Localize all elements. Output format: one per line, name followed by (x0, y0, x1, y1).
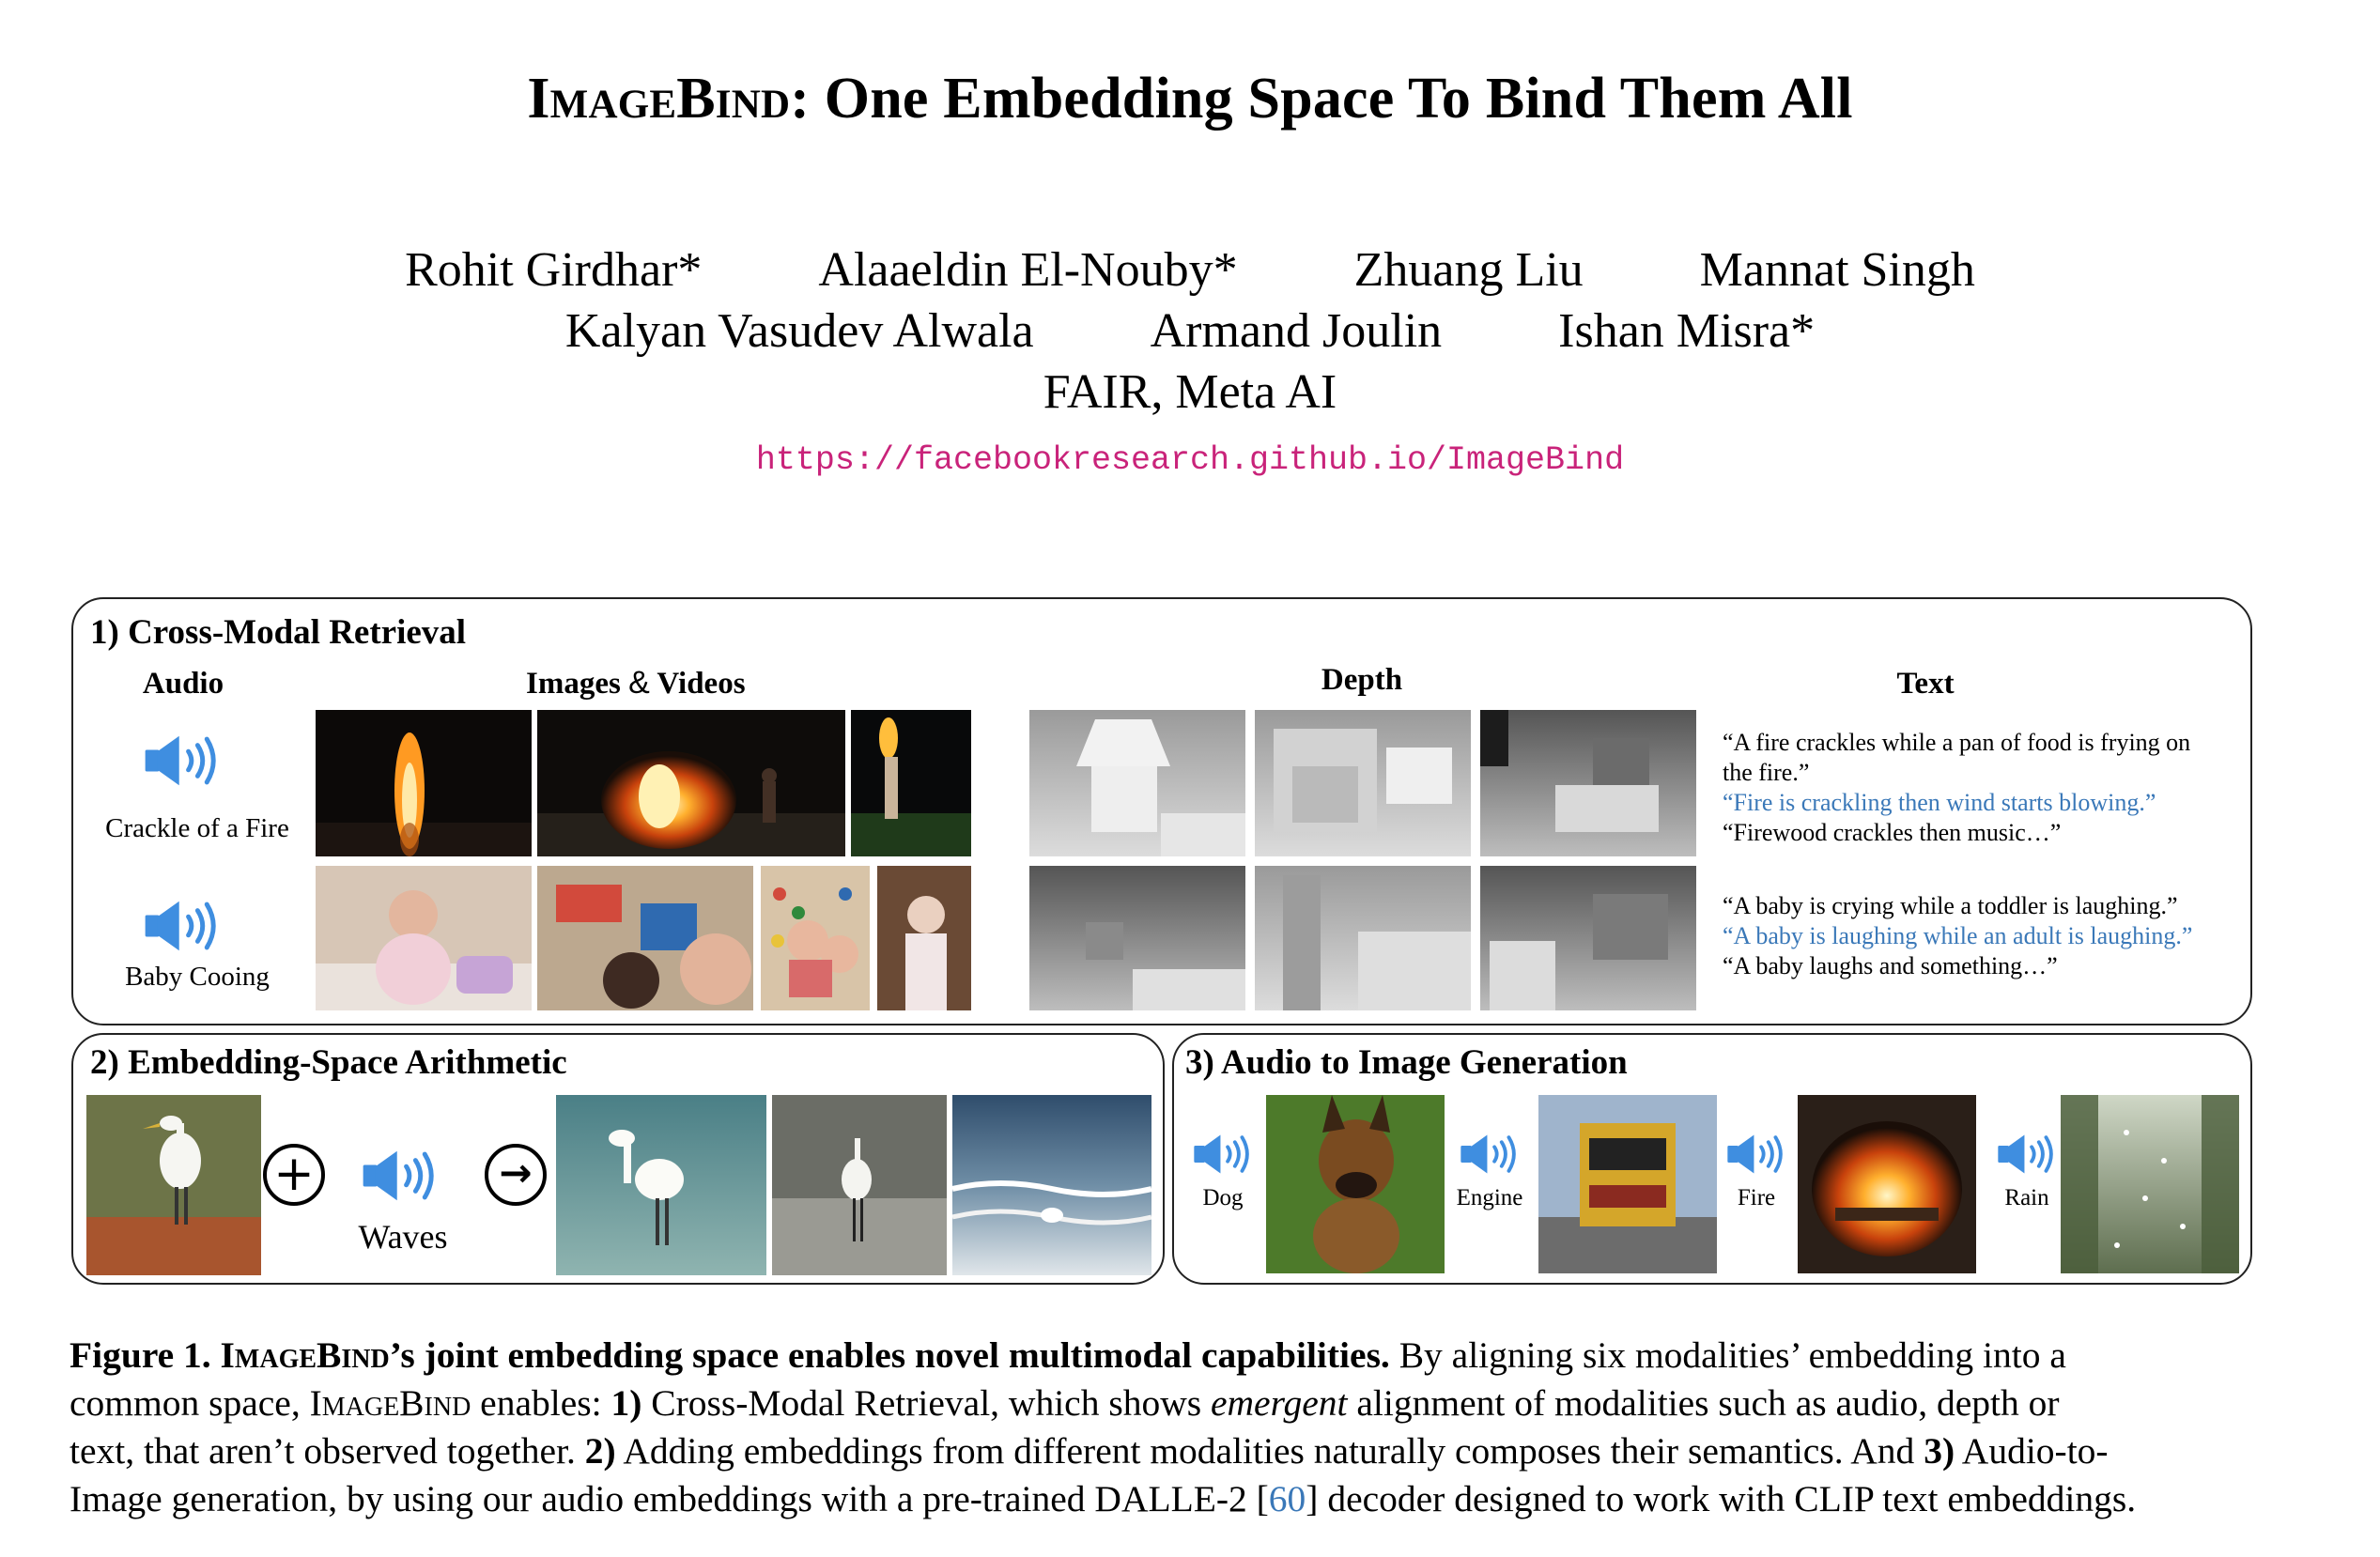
baby-image (537, 866, 753, 1010)
caption-line (70, 1427, 2256, 1475)
caption-text: By aligning six modalities’ embedding into a (1389, 1334, 2066, 1376)
panel-title: 3) Audio to Image Generation (1185, 1043, 1628, 1082)
audio-label-rain: Rain (2004, 1185, 2049, 1210)
caption-line (70, 1475, 2256, 1523)
caption-text: ] decoder designed to work with CLIP text embeddings. (1306, 1478, 2137, 1519)
retrieved-caption-highlight: “Fire is crackling then wind starts blowing.” (1723, 789, 2156, 816)
plus-operator-icon: + (263, 1144, 325, 1206)
baby-image (761, 866, 870, 1010)
fire-image (316, 710, 532, 856)
audio-label-engine: Engine (1456, 1185, 1523, 1210)
affiliation: FAIR, Meta AI (1043, 365, 1337, 419)
depth-map (1255, 710, 1471, 856)
caption-text: alignment of modalities such as audio, depth or (1347, 1382, 2060, 1424)
retrieved-caption: “A baby is crying while a toddler is laughing.” (1723, 892, 2178, 919)
author-row-2 (0, 303, 2380, 359)
fire-video-frame (851, 710, 971, 856)
author: Ishan Misra* (1558, 304, 1816, 358)
generated-rain-image (2061, 1095, 2239, 1273)
baby-video-frame (877, 866, 971, 1010)
caption-text: text, that aren’t observed together. (70, 1430, 585, 1472)
generated-fire-image (1798, 1095, 1976, 1273)
panel-title: 2) Embedding-Space Arithmetic (90, 1043, 567, 1082)
caption-text: Adding embeddings from different modalities naturally composes their semantics. And (615, 1430, 1924, 1472)
title-rest: : One Embedding Space To Bind Them All (790, 67, 1853, 131)
arrow-operator-icon: → (485, 1144, 547, 1206)
speaker-icon (1460, 1133, 1520, 1176)
caption-method-name: ImageBind (309, 1382, 471, 1424)
header-ampersand: & (628, 665, 650, 701)
retrieved-caption: “Firewood crackles then music…” (1723, 819, 2062, 846)
speaker-icon (144, 732, 221, 789)
retrieved-caption: “A fire crackles while a pan of food is frying on (1723, 729, 2191, 756)
retrieved-caption-highlight: “A baby is laughing while an adult is laughing.” (1723, 922, 2193, 949)
caption-line (70, 1332, 2256, 1380)
caption-text: Image generation, by using our audio embeddings with a pre-trained DALLE-2 [ (70, 1478, 1269, 1519)
header-images: Images (526, 667, 621, 701)
header-videos: Videos (657, 667, 746, 701)
project-url-link[interactable]: https://facebookresearch.github.io/ImageBind (755, 441, 1625, 479)
caption-text: enables: (471, 1382, 611, 1424)
caption-text: common space, (70, 1382, 310, 1424)
author: Zhuang Liu (1353, 243, 1584, 297)
caption-figure-label: Figure 1. (70, 1334, 221, 1376)
speaker-icon (1997, 1133, 2057, 1176)
audio-label-baby: Baby Cooing (125, 962, 270, 992)
column-header-images-videos (526, 665, 746, 701)
speaker-icon (1726, 1133, 1786, 1176)
caption-item-number: 1) (610, 1382, 642, 1424)
title-word-bind: Bind (676, 67, 791, 131)
caption-item-number: 3) (1924, 1430, 1955, 1472)
egret-waves-result-image (772, 1095, 947, 1275)
paper-title (0, 66, 2380, 132)
column-header-text: Text (1896, 667, 1955, 701)
citation-link[interactable]: 60 (1268, 1478, 1306, 1519)
caption-line (70, 1380, 2256, 1427)
title-word-image: Image (527, 67, 677, 131)
author: Mannat Singh (1699, 243, 1975, 297)
retrieved-caption: “A baby laughs and something…” (1723, 952, 2058, 979)
speaker-icon (1193, 1133, 1253, 1176)
generated-dog-image (1266, 1095, 1445, 1273)
author-row-1 (0, 242, 2380, 298)
depth-map (1480, 866, 1696, 1010)
depth-map (1255, 866, 1471, 1010)
egret-waves-result-image (952, 1095, 1151, 1275)
caption-text: Cross-Modal Retrieval, which shows (641, 1382, 1211, 1424)
audio-label-fire: Fire (1737, 1185, 1776, 1210)
author: Kalyan Vasudev Alwala (564, 304, 1034, 358)
egret-input-image (86, 1095, 261, 1275)
depth-map (1029, 710, 1245, 856)
caption-emphasis: emergent (1210, 1382, 1348, 1424)
caption-method-name: ImageBind (220, 1334, 390, 1376)
retrieved-caption: the fire.” (1723, 759, 1810, 786)
panel-title: 1) Cross-Modal Retrieval (90, 613, 467, 652)
author: Armand Joulin (1150, 304, 1443, 358)
column-header-depth: Depth (1321, 663, 1403, 697)
generated-engine-image (1538, 1095, 1717, 1273)
speaker-icon (362, 1148, 439, 1204)
audio-label-waves: Waves (358, 1218, 448, 1256)
speaker-icon (144, 898, 221, 954)
figure-caption (70, 1332, 2256, 1523)
fire-image (537, 710, 845, 856)
caption-text: Audio-to- (1955, 1430, 2109, 1472)
audio-label-fire: Crackle of a Fire (105, 813, 289, 843)
caption-item-number: 2) (584, 1430, 616, 1472)
author: Rohit Girdhar* (405, 243, 703, 297)
caption-headline: ’s joint embedding space enables novel multimodal capabilities. (389, 1334, 1390, 1376)
audio-label-dog: Dog (1202, 1185, 1244, 1210)
egret-waves-result-image (556, 1095, 766, 1275)
author: Alaaeldin El-Nouby* (818, 243, 1238, 297)
depth-map (1480, 710, 1696, 856)
column-header-audio: Audio (142, 667, 224, 701)
depth-map (1029, 866, 1245, 1010)
baby-image (316, 866, 532, 1010)
